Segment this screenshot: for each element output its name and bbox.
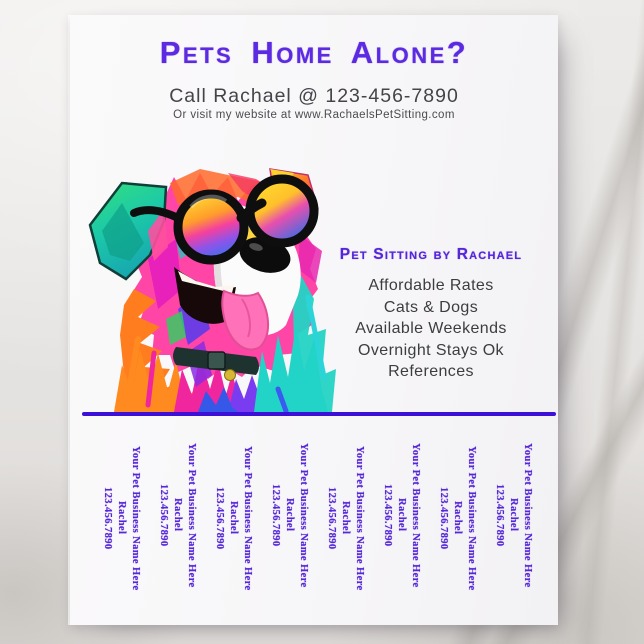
tear-tab-text-line: Your Pet Business Name Here (354, 445, 365, 591)
tear-tab-text-line: 123.456.7890 (494, 483, 505, 547)
tear-off-tab (324, 443, 366, 593)
tear-off-tab (492, 440, 534, 590)
tear-tab-text-line: Your Pet Business Name Here (186, 442, 197, 588)
tear-tab-text-line: Rachel (508, 498, 519, 532)
tear-off-tab (380, 440, 422, 590)
service-list (306, 275, 556, 383)
flyer-paper (70, 15, 558, 625)
tear-tab-text-line: 123.456.7890 (102, 486, 113, 550)
service-item: Affordable Rates (368, 277, 494, 294)
tear-tab-text-line: 123.456.7890 (438, 486, 449, 550)
service-item: Overnight Stays Ok (358, 341, 504, 359)
tear-tab-text-line: 123.456.7890 (382, 483, 393, 547)
tear-tab-text-line: Rachel (396, 498, 407, 532)
tear-tab-text-line: Your Pet Business Name Here (522, 442, 533, 588)
service-item: References (388, 363, 474, 380)
tear-tab-text-line: 123.456.7890 (326, 486, 337, 550)
tear-tab-text-line: Your Pet Business Name Here (298, 442, 309, 588)
tear-tab-text-line: Your Pet Business Name Here (242, 445, 253, 591)
service-item: Available Weekends (355, 320, 507, 337)
tear-off-tab (100, 443, 142, 593)
tear-tab-row (100, 443, 534, 593)
tear-tab-text-line: Rachel (284, 498, 295, 532)
section-heading: Pet Sitting by Rachael (339, 246, 523, 263)
tear-off-tab (436, 443, 478, 593)
tear-off-tab (212, 443, 254, 593)
contact-phone-line: Call Rachael @ 123-456-7890 (169, 85, 459, 107)
tear-tab-text-line: Rachel (452, 501, 463, 535)
flyer-title: Pets Home Alone? (159, 35, 469, 70)
services-section (306, 246, 556, 383)
tear-tab-text-line: 123.456.7890 (158, 483, 169, 547)
tear-tab-text-line: Rachel (340, 501, 351, 535)
tear-tab-text-line: Rachel (228, 501, 239, 535)
tear-tab-text-line: 123.456.7890 (270, 483, 281, 547)
tear-tab-text-line: Your Pet Business Name Here (466, 445, 477, 591)
tear-tab-text-line: Your Pet Business Name Here (130, 445, 141, 591)
tear-off-tab (156, 440, 198, 590)
service-item: Cats & Dogs (383, 298, 479, 316)
tear-line-divider (82, 412, 556, 416)
tear-tab-text-line: 123.456.7890 (214, 486, 225, 550)
tear-tab-text-line: Your Pet Business Name Here (410, 442, 421, 588)
tear-tab-text-line: Rachel (116, 501, 127, 535)
tear-tab-text-line: Rachel (172, 498, 183, 532)
tear-off-tab (268, 440, 310, 590)
website-line: Or visit my website at www.RachaelsPetSitting.com (173, 109, 455, 121)
